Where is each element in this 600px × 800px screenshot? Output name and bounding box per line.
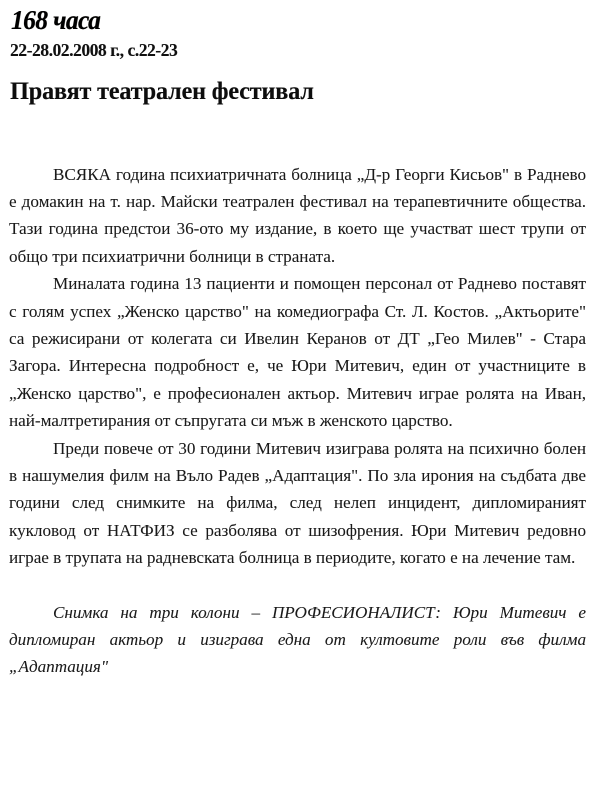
newspaper-logo-text: 168 часа <box>11 5 101 35</box>
article-paragraph: ВСЯКА година психиатричната болница „Д-р Георги Кисьов" в Раднево е домакин на т. нар. Майски театрален фестивал на терапевтичните общества. Тази година предстои 36-ото му издание, в което ще участват шест трупи от общо три психиатрични болници в страната. <box>9 164 586 266</box>
article-body <box>9 161 586 681</box>
masthead <box>9 0 586 61</box>
photo-caption: Снимка на три колони – ПРОФЕСИОНАЛИСТ: Юри Митевич е дипломиран актьор и изиграва една от култовите роли във филма „Адаптация" <box>9 602 586 677</box>
newspaper-logo <box>9 4 112 37</box>
photo-caption-block <box>9 599 586 681</box>
article-paragraph: Преди повече от 30 години Митевич изиграва ролята на психично болен в нашумелия филм на Въло Радев „Адаптация". По зла ирония на съдбата две години след снимките на филма, след нелеп инцидент, дипломираният кукловод от НАТФИЗ се разболява от шизофрения. Юри Митевич редовно играе в трупата на радневската болница в периодите, когато е на лечение там. <box>9 438 586 568</box>
page-title: Правят театрален фестивал <box>10 78 314 105</box>
issue-date-line: 22-28.02.2008 г., с.22-23 <box>10 40 178 61</box>
article-paragraph: Миналата година 13 пациенти и помощен персонал от Раднево поставят с голям успех „Женско царство" на комедиографа Ст. Л. Костов. „Актьорите" са режисирани от колегата си Ивелин Керанов от ДТ „Гео Милев" - Стара Загора. Интересна подробност е, че Юри Митевич, един от участниците в „Женско царство", е професионален актьор. Митевич играе ролята на Иван, най-малтретирания от съпругата си мъж в женското царство. <box>9 274 586 431</box>
